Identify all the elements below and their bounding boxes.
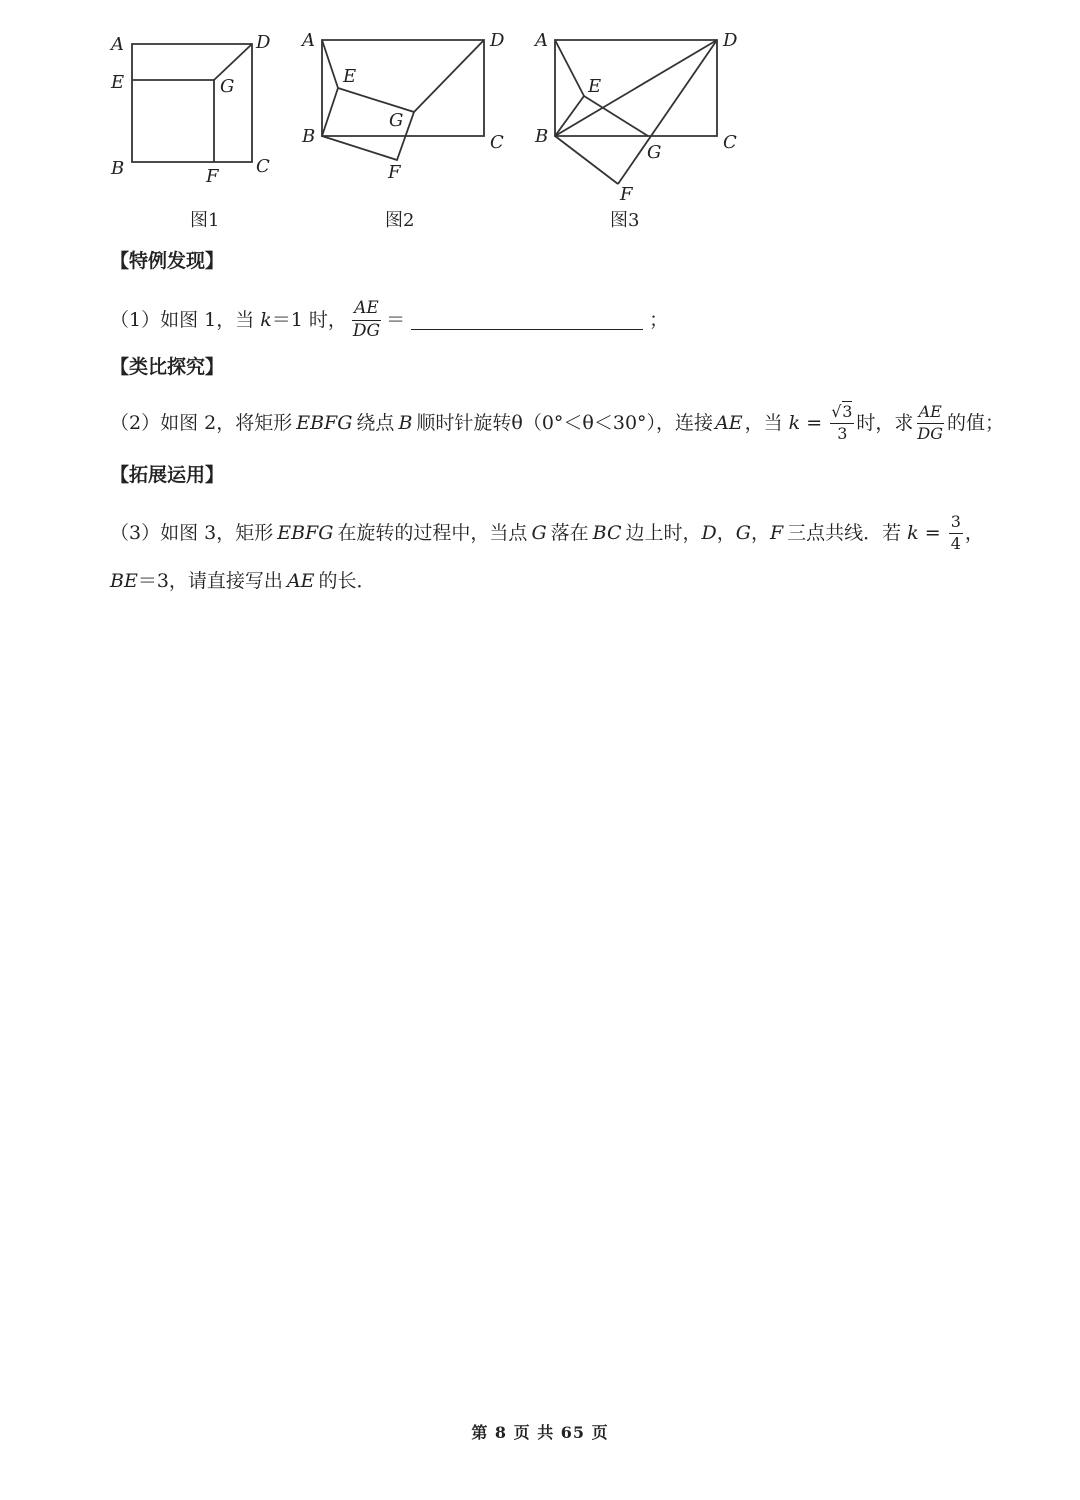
q1-eq: ＝1 时， [271, 308, 347, 331]
q2-t2: 顺时针旋转θ（0°＜θ＜30°），连接 [416, 411, 714, 434]
q3-t5: ， [964, 521, 984, 544]
fig2-label-g: G [389, 110, 404, 131]
q3-k-den: 4 [950, 533, 961, 553]
figure-2 [300, 30, 505, 231]
fig2-label-e: E [343, 66, 357, 87]
geometry-figures [100, 22, 760, 242]
q2-t4: 时，求 [856, 411, 914, 434]
fig1-label-a: A [111, 34, 124, 55]
q2-t1: 绕点 [356, 411, 395, 434]
fig1-label-f: F [206, 166, 219, 187]
fig2-label-c: C [490, 132, 504, 153]
q3-t2: 落在 [550, 521, 589, 544]
q2-frac-num: AE [917, 404, 944, 424]
q2-sqrt-value: 3 [842, 402, 853, 421]
q3-t3: 边上时， [625, 521, 702, 544]
q2-fraction [915, 404, 945, 443]
q2-ae: AE [715, 411, 743, 434]
question-3-line-1 [110, 514, 1050, 553]
q3-point-d: D [701, 521, 717, 544]
q3-be: BE [110, 570, 138, 592]
q3-bc: BC [592, 521, 622, 544]
q2-rect: EBFG [296, 411, 353, 434]
fig3-label-e: E [588, 76, 602, 97]
fig3-line-eg [584, 96, 648, 136]
q1-k: k [260, 308, 272, 331]
fig2-caption: 图2 [385, 210, 415, 231]
q1-frac-den: DG [352, 320, 381, 341]
fig2-label-b: B [302, 126, 316, 147]
q3-prefix: （3）如图 3，矩形 [110, 521, 274, 544]
fig3-label-a: A [535, 30, 548, 51]
q1-suffix: ； [649, 308, 669, 331]
q3-rect: EBFG [277, 521, 334, 544]
q3-t1: 在旋转的过程中，当点 [337, 521, 528, 544]
question-3-line-2 [110, 572, 1050, 591]
fig3-caption: 图3 [610, 210, 640, 231]
q1-frac-num: AE [352, 300, 381, 321]
figure-3 [533, 30, 738, 231]
q3-k-num: 3 [949, 514, 963, 534]
q2-eq: = [800, 411, 829, 434]
q3-point-g2: G [735, 521, 751, 544]
q1-equals: ＝ [386, 308, 406, 331]
fig3-label-c: C [723, 132, 737, 153]
fig2-label-f: F [388, 162, 401, 183]
q2-prefix: （2）如图 2，将矩形 [110, 411, 293, 434]
fig1-label-c: C [256, 156, 270, 177]
q1-fraction [351, 300, 382, 341]
section-extend: 【拓展运用】 [110, 464, 225, 486]
q3-eq: = [918, 521, 947, 544]
figure-1 [109, 32, 271, 231]
page-footer: 第 8 页 共 65 页 [471, 1423, 609, 1442]
fig1-label-g: G [220, 76, 235, 97]
q3-c2: ， [750, 521, 770, 544]
fig1-label-b: B [111, 158, 125, 179]
q2-k-den: 3 [837, 423, 848, 443]
q1-prefix: （1）如图 1，当 [110, 308, 255, 331]
q3-c1: ， [716, 521, 736, 544]
q2-k: k [788, 411, 801, 434]
q2-t3: ，当 [744, 411, 783, 434]
q3-line2-t1: ＝3，请直接写出 [137, 570, 283, 592]
fig2-label-a: A [302, 30, 315, 51]
fig3-line-be [555, 96, 584, 136]
fig2-line-ae [322, 40, 338, 88]
q3-k: k [907, 521, 919, 544]
section-special-case: 【特例发现】 [110, 250, 225, 272]
q3-point-g: G [531, 521, 547, 544]
fig3-label-f: F [620, 184, 633, 205]
q3-line2-t2: 的长． [318, 570, 376, 592]
q3-t4: 三点共线．若 [787, 521, 902, 544]
q2-t5: 的值； [947, 411, 1005, 434]
q3-ae: AE [286, 570, 315, 592]
q2-point-b: B [398, 411, 413, 434]
q2-frac-den: DG [917, 423, 943, 443]
figures-panel [100, 22, 760, 242]
fig3-label-g: G [647, 142, 662, 163]
fig2-label-d: D [490, 30, 505, 51]
fig3-line-bf [555, 136, 618, 184]
section-analogy: 【类比探究】 [110, 356, 225, 378]
fig3-line-ae [555, 40, 584, 96]
fig1-line-gd [214, 44, 252, 80]
fig1-caption: 图1 [190, 210, 220, 231]
q3-point-f: F [769, 521, 784, 544]
q2-k-num [830, 404, 854, 424]
q1-answer-blank[interactable] [411, 311, 643, 330]
question-2 [110, 404, 1050, 443]
fig2-line-gd [414, 40, 484, 112]
q3-k-fraction [949, 514, 963, 553]
fig3-label-b: B [535, 126, 549, 147]
q2-k-fraction [830, 404, 854, 443]
fig3-label-d: D [723, 30, 738, 51]
fig3-line-fd [618, 40, 717, 184]
fig1-label-e: E [111, 72, 125, 93]
fig1-label-d: D [256, 32, 271, 53]
question-1 [110, 300, 1050, 341]
